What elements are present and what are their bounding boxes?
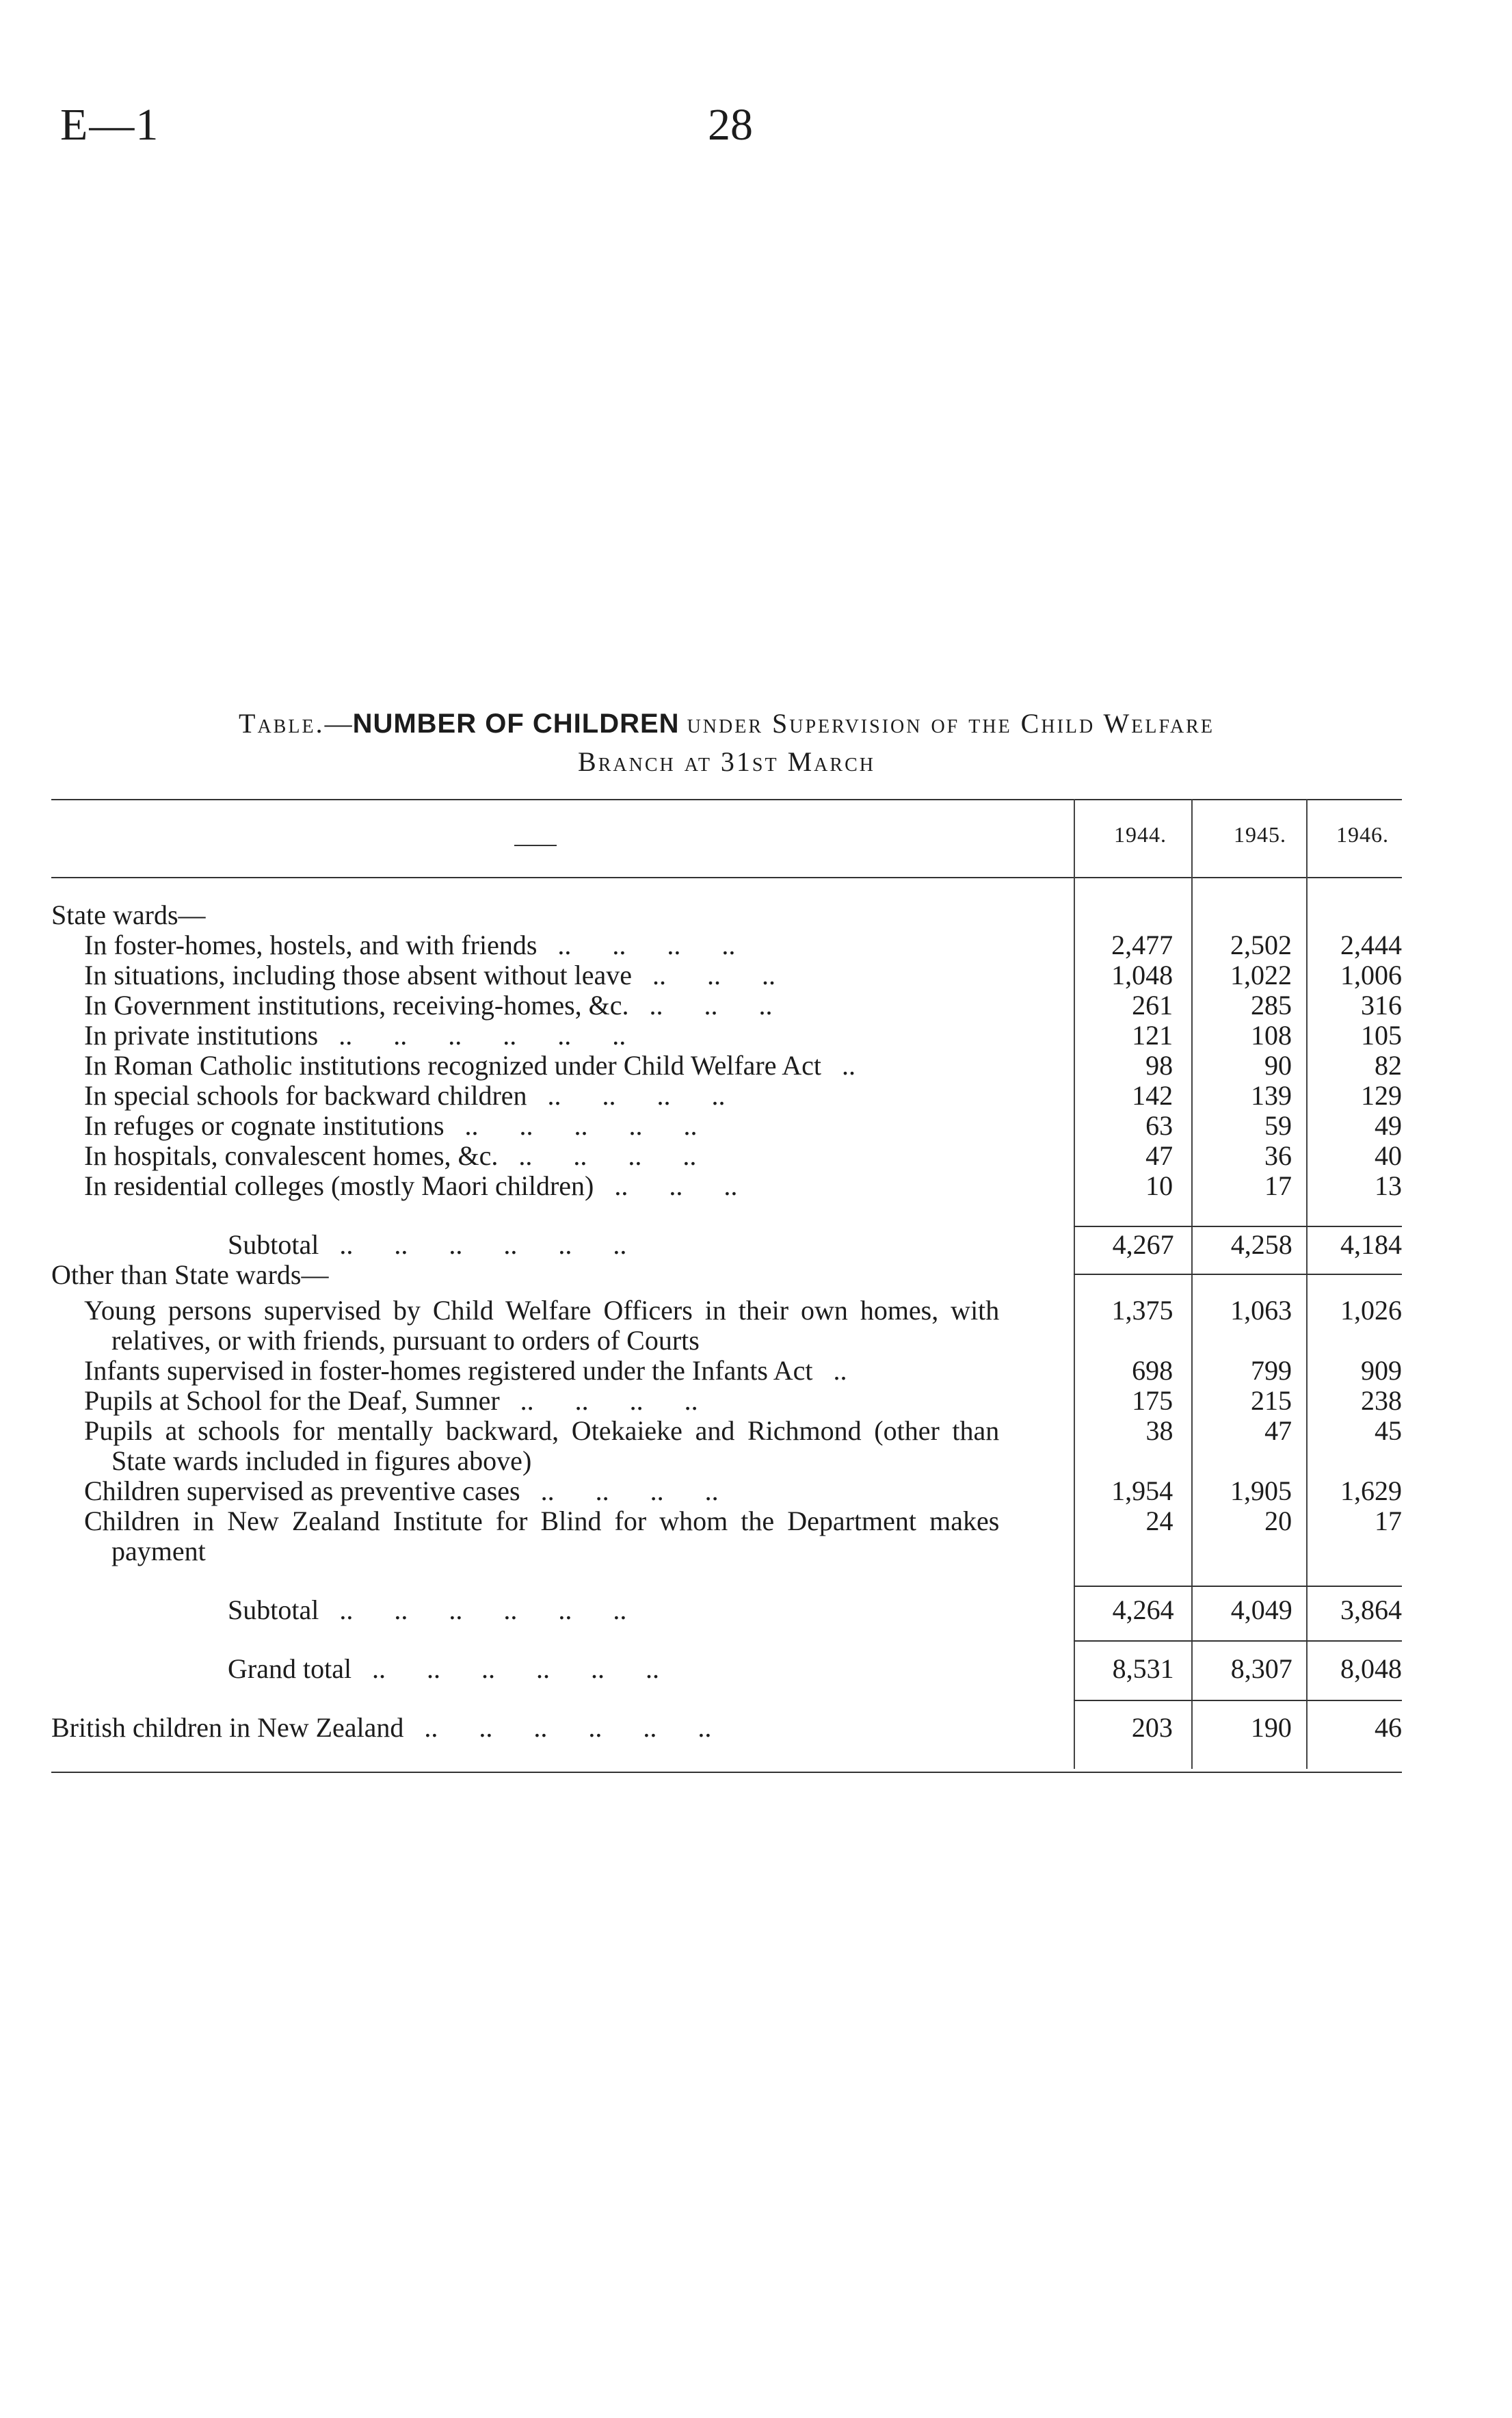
row-label: In Government institutions, receiving-homes, &c. .. .. .. <box>84 990 773 1021</box>
value-1945: 59 <box>1264 1110 1292 1141</box>
value-1945: 215 <box>1251 1385 1292 1416</box>
row-label: In residential colleges (mostly Maori children) .. .. .. <box>84 1170 738 1201</box>
value-1945: 17 <box>1264 1170 1292 1201</box>
value-1945: 190 <box>1250 1712 1292 1743</box>
column-header-1946: 1946. <box>1336 822 1389 847</box>
value-1944: 24 <box>1145 1506 1173 1536</box>
value-1944: 1,048 <box>1111 960 1173 990</box>
value-1944: 2,477 <box>1111 930 1173 960</box>
value-1944: 98 <box>1145 1050 1173 1081</box>
value-1946: 1,629 <box>1340 1475 1402 1506</box>
value-1945: 36 <box>1264 1140 1292 1171</box>
table-title-dash: — <box>324 708 353 739</box>
value-1945: 1,022 <box>1230 960 1292 990</box>
table-row <box>51 1021 1402 1051</box>
value-1946: 49 <box>1375 1110 1402 1141</box>
value-1946: 13 <box>1375 1170 1402 1201</box>
table-title <box>51 705 1402 781</box>
table-row <box>51 1051 1402 1081</box>
value-1946: 1,006 <box>1340 960 1402 990</box>
value-1946: 40 <box>1375 1140 1402 1171</box>
value-1946: 316 <box>1361 990 1402 1021</box>
value-1944: 698 <box>1132 1355 1173 1386</box>
value-1944: 47 <box>1145 1140 1173 1171</box>
table-row <box>51 1476 1402 1506</box>
row-label: Children in New Zealand Institute for Blind for whom the Department makes payment <box>84 1506 1000 1566</box>
row-label: Children supervised as preventive cases .. .. .. .. <box>84 1475 719 1506</box>
value-1944: 8,531 <box>1112 1653 1174 1684</box>
value-1945: 799 <box>1251 1355 1292 1386</box>
column-header-1945: 1945. <box>1234 822 1286 847</box>
subtotal-row-state-wards <box>51 1230 1402 1260</box>
row-label: Subtotal .. .. .. .. .. .. <box>228 1594 627 1625</box>
value-1946: 129 <box>1361 1080 1402 1111</box>
value-1946: 909 <box>1361 1355 1402 1386</box>
value-1944: 261 <box>1132 990 1173 1021</box>
row-label: Infants supervised in foster-homes registered under the Infants Act .. <box>84 1355 847 1386</box>
value-1945: 139 <box>1251 1080 1292 1111</box>
value-1944: 203 <box>1131 1712 1173 1743</box>
grand-total-rule <box>1074 1640 1402 1642</box>
grand-total-row <box>51 1654 1402 1684</box>
subtotal-rule-1 <box>1074 1226 1402 1227</box>
spacer <box>51 1625 1402 1654</box>
value-1945: 47 <box>1264 1415 1292 1446</box>
spacer <box>51 1684 1402 1713</box>
row-label: Pupils at School for the Deaf, Sumner .. .. .. .. <box>84 1385 698 1416</box>
stub-header-dash <box>514 845 557 846</box>
row-label: Grand total .. .. .. .. .. .. <box>228 1653 660 1684</box>
table-title-line-1 <box>51 705 1402 743</box>
value-1945: 4,049 <box>1230 1594 1292 1625</box>
table-row <box>51 1356 1402 1386</box>
table-top-rule <box>51 799 1402 800</box>
spacer <box>51 1566 1402 1595</box>
value-1946: 46 <box>1374 1712 1402 1743</box>
row-label: In refuges or cognate institutions .. .. .. .. .. <box>84 1110 698 1141</box>
value-1944: 4,264 <box>1112 1594 1174 1625</box>
value-1944: 38 <box>1145 1415 1173 1446</box>
value-1944: 1,375 <box>1111 1295 1173 1326</box>
value-1945: 1,063 <box>1230 1295 1292 1326</box>
table-title-line-2: Branch at 31st March <box>578 746 875 777</box>
row-label: Other than State wards— <box>51 1259 329 1290</box>
value-1945: 4,258 <box>1230 1229 1292 1260</box>
row-label: Subtotal .. .. .. .. .. .. <box>228 1229 627 1260</box>
value-1946: 82 <box>1375 1050 1402 1081</box>
value-1944: 121 <box>1132 1020 1173 1051</box>
value-1945: 8,307 <box>1230 1653 1292 1684</box>
value-1945: 20 <box>1264 1506 1292 1536</box>
value-1946: 105 <box>1361 1020 1402 1051</box>
value-1945: 2,502 <box>1230 930 1292 960</box>
value-1944: 1,954 <box>1111 1475 1173 1506</box>
row-label: In private institutions .. .. .. .. .. .. <box>84 1020 626 1051</box>
table-row <box>51 930 1402 960</box>
subtotal-row-other <box>51 1595 1402 1625</box>
table-title-prefix: Table. <box>239 708 325 739</box>
row-label: In situations, including those absent without leave .. .. .. <box>84 960 775 990</box>
table-row <box>51 1296 1402 1356</box>
section-state-wards <box>51 900 1402 930</box>
value-1946: 17 <box>1375 1506 1402 1536</box>
table-row <box>51 1081 1402 1111</box>
value-1946: 2,444 <box>1340 930 1402 960</box>
row-label: In Roman Catholic institutions recognized under Child Welfare Act .. <box>84 1050 856 1081</box>
value-1945: 90 <box>1264 1050 1292 1081</box>
value-1945: 285 <box>1251 990 1292 1021</box>
value-1944: 142 <box>1132 1080 1173 1111</box>
table-row <box>51 1171 1402 1201</box>
column-header-1944: 1944. <box>1114 822 1167 847</box>
row-label: In special schools for backward children .. .. .. .. <box>84 1080 726 1111</box>
value-1946: 3,864 <box>1340 1594 1403 1625</box>
value-1944: 4,267 <box>1112 1229 1174 1260</box>
table-row <box>51 1506 1402 1566</box>
page-reference: E—1 <box>60 100 160 150</box>
table-title-bold: NUMBER OF CHILDREN <box>352 709 680 739</box>
value-1944: 63 <box>1145 1110 1173 1141</box>
value-1945: 1,905 <box>1230 1475 1292 1506</box>
value-1946: 1,026 <box>1340 1295 1402 1326</box>
table-title-rest: under Supervision of the Child Welfare <box>687 708 1215 739</box>
value-1946: 238 <box>1361 1385 1402 1416</box>
page-number: 28 <box>708 100 753 150</box>
value-1944: 10 <box>1145 1170 1173 1201</box>
value-1946: 45 <box>1375 1415 1402 1446</box>
table-row <box>51 990 1402 1021</box>
table-row <box>51 960 1402 990</box>
value-1946: 8,048 <box>1340 1653 1403 1684</box>
row-label: Pupils at schools for mentally backward, Otekaieke and Richmond (other than State wards included in figures above) <box>84 1415 1000 1476</box>
subtotal-under-rule-1 <box>1074 1274 1402 1275</box>
table-row <box>51 1416 1402 1476</box>
section-other-than-state-wards <box>51 1260 1402 1290</box>
value-1945: 108 <box>1251 1020 1292 1051</box>
table-bottom-rule <box>51 1772 1402 1773</box>
table-row <box>51 1386 1402 1416</box>
subtotal-rule-2 <box>1074 1586 1402 1587</box>
row-label: British children in New Zealand .. .. .. .. .. .. <box>51 1712 712 1743</box>
table-row <box>51 1141 1402 1171</box>
value-1944: 175 <box>1132 1385 1173 1416</box>
table-body <box>51 900 1402 1743</box>
table-row <box>51 1713 1402 1743</box>
grand-total-under-rule <box>1074 1700 1402 1701</box>
table-row <box>51 1111 1402 1141</box>
row-label: In foster-homes, hostels, and with friends .. .. .. .. <box>84 930 736 960</box>
header-bottom-rule <box>51 877 1402 878</box>
row-label: In hospitals, convalescent homes, &c. .. .. .. .. <box>84 1140 697 1171</box>
row-label: Young persons supervised by Child Welfare Officers in their own homes, with relatives, or with friends, pursuant to orders of Courts <box>84 1295 1000 1356</box>
row-label: State wards— <box>51 899 206 930</box>
value-1946: 4,184 <box>1340 1229 1403 1260</box>
